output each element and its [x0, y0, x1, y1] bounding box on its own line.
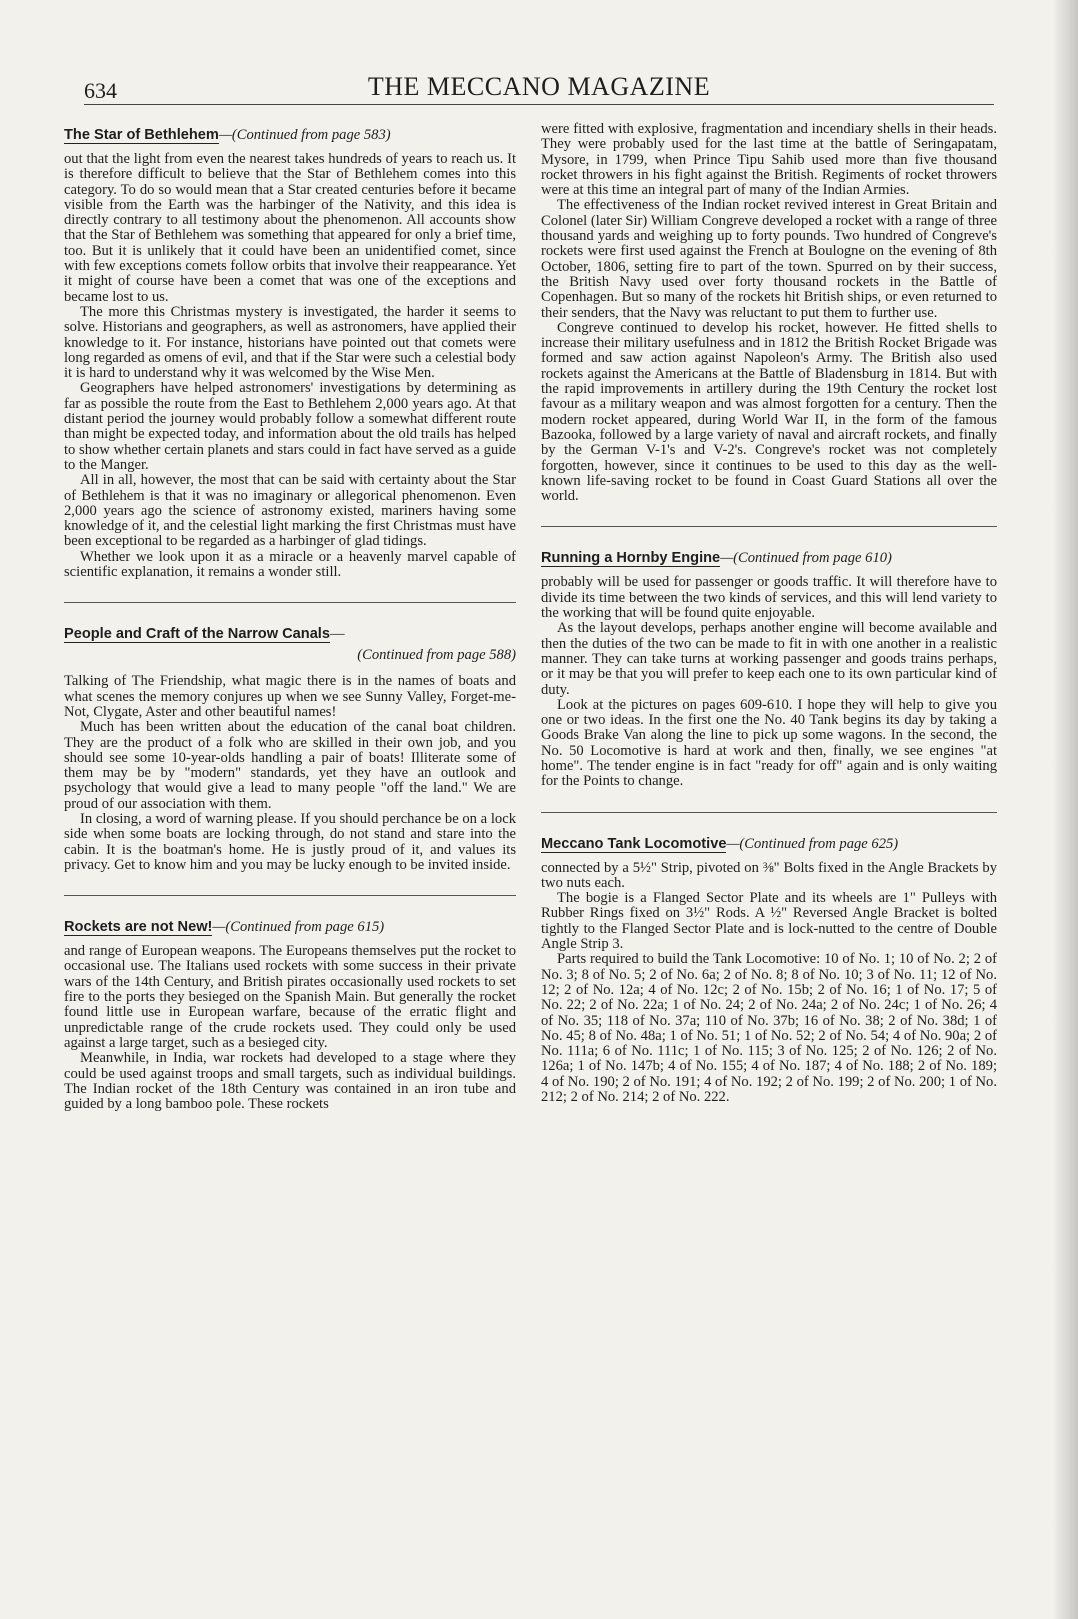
- article-heading: [64, 126, 516, 144]
- article-meccano-tank-locomotive: [541, 835, 997, 1106]
- paragraph: Whether we look upon it as a miracle or a heavenly marvel capable of scientific explanation, it remains a wonder still.: [64, 548, 516, 581]
- article-heading: [541, 549, 997, 567]
- article-heading: [541, 835, 997, 853]
- header-rule: [84, 104, 994, 105]
- page-number: 634: [84, 78, 117, 103]
- article-heading: [64, 625, 516, 643]
- paragraph: The effectiveness of the Indian rocket revived interest in Great Britain and Colonel (later Sir) William Congreve developed a rocket with a range of three thousand yards and weighing up to forty pounds. Two hundred of Congreve's rockets were first used against the French at Boulogne on the evening of 8th October, 1806, setting fire to part of the town. Spurred on by their success, the British Navy used over forty thousand rockets in the Battle of Copenhagen. But so many of the rockets hit British ships, or even returned to their senders, that the Navy was reluctant to put them to further use.: [541, 197, 997, 321]
- page-header: [84, 66, 994, 106]
- page-edge-shadow: [1052, 0, 1078, 1619]
- article-title: Running a Hornby Engine: [541, 550, 721, 567]
- article-continuation: [541, 122, 997, 504]
- paragraph: Parts required to build the Tank Locomotive: 10 of No. 1; 10 of No. 2; 2 of No. 3; 8 of No. 5; 2 of No. 6a; 2 of No. 8; 8 of No. 10; 3 of No. 11; 12 of No. 12; 2 of No. 12a; 4 of No. 12c; 2 of No. 15b; 2 of No. 16; 1 of No. 17; 5 of No. 22; 2 of No. 22a; 1 of No. 24; 2 of No. 24a; 2 of No. 24c; 1 of No. 26; 4 of No. 35; 118 of No. 37a; 110 of No. 37b; 16 of No. 38; 2 of No. 38d; 1 of No. 45; 8 of No. 48a; 1 of No. 51; 1 of No. 52; 2 of No. 54; 4 of No. 90a; 2 of No. 111a; 6 of No. 111c; 1 of No. 115; 3 of No. 125; 2 of No. 126; 2 of No. 126a; 1 of No. 147b; 4 of No. 155; 4 of No. 187; 4 of No. 188; 2 of No. 189; 4 of No. 190; 2 of No. 191; 4 of No. 192; 2 of No. 199; 2 of No. 200; 1 of No. 212; 2 of No. 214; 2 of No. 222.: [541, 951, 997, 1106]
- paragraph: Geographers have helped astronomers' investigations by determining as far as possible the route from the East to Bethlehem 2,000 years ago. At that distant period the journey would probably follow a somewhat different route than might be expected today, and information about the old trails has helped to show whether certain planets and stars could in fact have served as a guide to the Manger.: [64, 380, 516, 473]
- paragraph: In closing, a word of warning please. If you should perchance be on a lock side when some boats are locking through, do not stand and stare into the cabin. It is the boatman's home. He is justly proud of it, and values its privacy. Get to know him and you may be lucky enough to be invited inside.: [64, 810, 516, 873]
- paragraph: Much has been written about the education of the canal boat children. They are the product of a folk who are skilled in their own job, and you should see some 10-year-olds handling a pair of boats! Illiterate some of them may be by "modern" standards, yet they have an outlook and psychology that would give a lead to many people "off the land." We are proud of our association with them.: [64, 719, 516, 812]
- article-separator: [541, 812, 997, 813]
- continued-note: —(Continued from page 610): [720, 550, 892, 567]
- paragraph: Talking of The Friendship, what magic there is in the names of boats and what scenes the memory conjures up when we see Sunny Valley, Forget-me-Not, Clygate, Aster and other beautiful names!: [64, 673, 516, 720]
- article-title: People and Craft of the Narrow Canals: [64, 626, 330, 643]
- paragraph: The more this Christmas mystery is investigated, the harder it seems to solve. Historians and geographers, as well as astronomers, have applied their knowledge to it. For instance, historians have pointed out that comets were long regarded as omens of evil, and that if the Star were such a celestial body it is hard to understand why it was welcomed by the Wise Men.: [64, 303, 516, 382]
- paragraph: Congreve continued to develop his rocket, however. He fitted shells to increase their military usefulness and in 1812 the British Rocket Brigade was formed and saw action against Napoleon's Army. The British also used rockets against the Americans at the Battle of Bladensburg in 1814. But with the rapid improvements in artillery during the 19th Century the rocket lost favour as a military weapon and was almost forgotten for a century. Then the modern rocket appeared, during World War II, in the form of the famous Bazooka, followed by a large variety of naval and aircraft rockets, and finally by the German V-1's and V-2's. Congreve's rocket was not completely forgotten, however, since it continues to be used to this day as the well-known life-saving rocket to be found in Coast Guard Stations all over the world.: [541, 319, 997, 505]
- article-the-star-of-bethlehem: [64, 126, 516, 580]
- article-title: The Star of Bethlehem: [64, 127, 219, 143]
- article-people-and-craft-of-the-narrow-canals: [64, 625, 516, 873]
- article-separator: [64, 895, 516, 896]
- paragraph: connected by a 5½" Strip, pivoted on ⅜" Bolts fixed in the Angle Brackets by two nuts each.: [541, 859, 997, 891]
- title-dash: —: [329, 626, 345, 643]
- paragraph: and range of European weapons. The Europeans themselves put the rocket to occasional use. The Italians used rockets with some success in their private wars of the 14th Century, and British pirates occasionally used rockets to set fire to the ports they besieged on the Spanish Main. But generally the rocket found little use in European warfare, because of the erratic flight and unpredictable range of the crude rockets used. They could only be used against a large target, such as a besieged city.: [64, 943, 516, 1051]
- article-title: Meccano Tank Locomotive: [541, 835, 727, 852]
- article-separator: [64, 602, 516, 603]
- magazine-title: THE MECCANO MAGAZINE: [367, 72, 711, 101]
- continued-note: —(Continued from page 615): [212, 919, 385, 936]
- article-title: Rockets are not New!: [64, 919, 213, 936]
- article-rockets-are-not-new: [64, 918, 516, 1112]
- paragraph: were fitted with explosive, fragmentation and incendiary shells in their heads. They were probably used for the last time at the battle of Seringapatam, Mysore, in 1799, when Prince Tipu Sahib used more than five thousand rocket throwers in his fight against the British. Regiments of rocket throwers were at this time an integral part of many of the Indian Armies.: [541, 121, 997, 199]
- paragraph: out that the light from even the nearest takes hundreds of years to reach us. It is therefore difficult to believe that the Star of Bethlehem comes into this category. To do so would mean that a Star created centuries before it became visible from the Earth was the harbinger of the Nativity, and this idea is directly contrary to all testimony about the phenomenon. All accounts show that the Star of Bethlehem was something that appeared for only a brief time, too. But it is unlikely that it could have been an unidentified comet, since with few exceptions comets follow orbits that involve their reappearance. Yet it might of course have been a comet that was one of the exceptions and became lost to us.: [64, 151, 516, 305]
- article-running-a-hornby-engine: [541, 549, 997, 789]
- continued-note: —(Continued from page 625): [726, 835, 899, 852]
- right-column: [541, 122, 997, 1105]
- paragraph: Look at the pictures on pages 609-610. I hope they will help to give you one or two ideas. In the first one the No. 40 Tank begins its day by taking a Goods Brake Van along the line to pick up some wagons. In the second, the No. 50 Locomotive is hard at work and then, finally, we see engines "at home". The tender engine is in fact "ready for off" again and is only waiting for the Points to change.: [541, 696, 997, 790]
- paragraph: As the layout develops, perhaps another engine will become available and then the duties of the two can be made to fit in with one another in a realistic manner. They can take turns at working passenger and goods trains perhaps, or it may be that you will prefer to keep each one to its own particular kind of duty.: [541, 620, 997, 698]
- paragraph: Meanwhile, in India, war rockets had developed to a stage where they could be used against troops and small targets, such as individual buildings. The Indian rocket of the 18th Century was contained in an iron tube and guided by a long bamboo pole. These rockets: [64, 1050, 516, 1113]
- article-separator: [541, 526, 997, 527]
- continued-note: —(Continued from page 583): [218, 127, 391, 143]
- paragraph: The bogie is a Flanged Sector Plate and its wheels are 1" Pulleys with Rubber Rings fixed on 3½" Rods. A ½" Reversed Angle Bracket is bolted tightly to the Flanged Sector Plate and is lock-nutted to the centre of Double Angle Strip 3.: [541, 890, 997, 953]
- paragraph: probably will be used for passenger or goods traffic. It will therefore have to divide its time between the two kinds of services, and this will lend variety to the working that will be found quite enjoyable.: [541, 574, 997, 622]
- paragraph: All in all, however, the most that can be said with certainty about the Star of Bethlehem is that it was no imaginary or allegorical phenomenon. Even 2,000 years ago the science of astronomy existed, mariners having some knowledge of it, and the celestial light marking the first Christmas must have been exceptional to be regarded as a harbinger of glad tidings.: [64, 472, 516, 550]
- left-column: [64, 122, 516, 1112]
- article-heading: [64, 918, 516, 936]
- continued-note: (Continued from page 588): [357, 647, 516, 664]
